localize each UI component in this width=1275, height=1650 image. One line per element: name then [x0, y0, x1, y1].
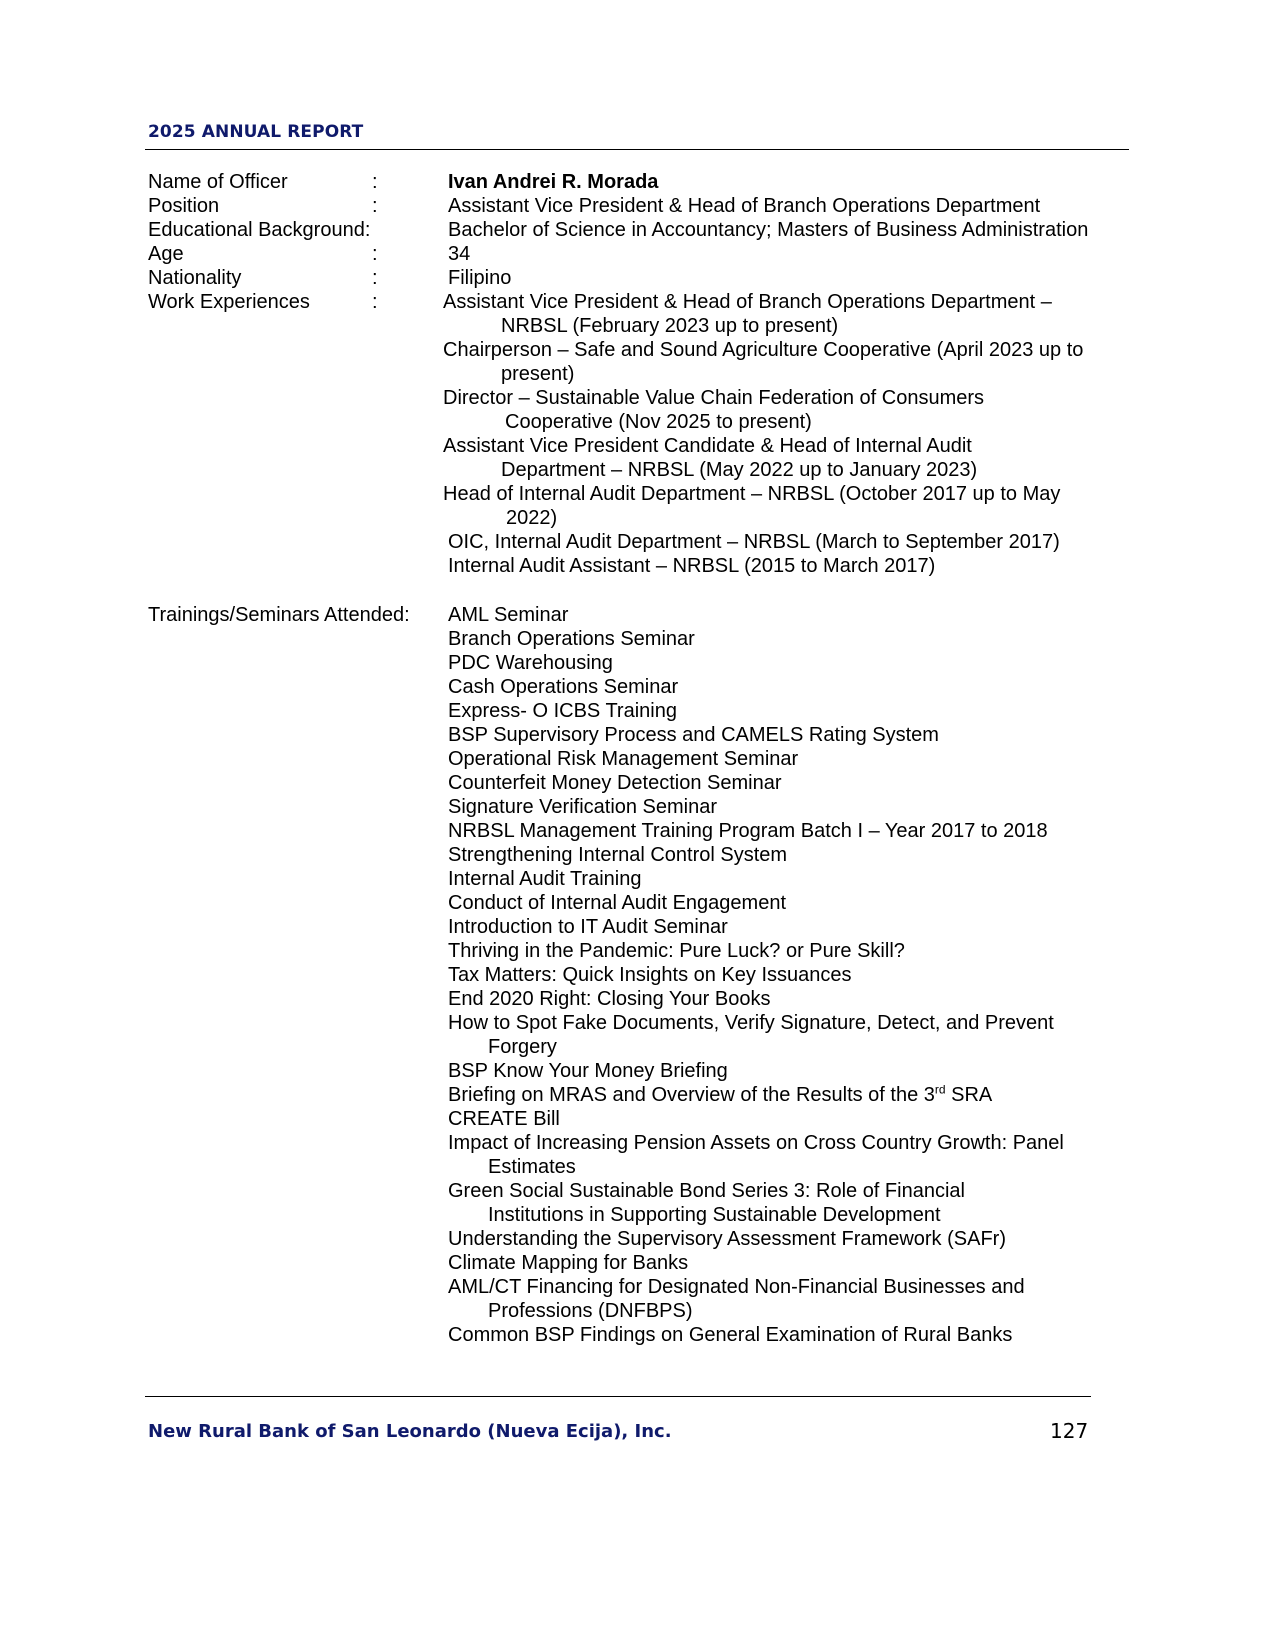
officer-name: Ivan Andrei R. Morada	[448, 171, 659, 193]
list-item	[448, 819, 1128, 843]
training-line: AML Seminar	[448, 604, 569, 626]
position-label: Position	[148, 195, 220, 217]
list-item	[448, 699, 1128, 723]
position-value: Assistant Vice President & Head of Branch Operations Department	[448, 195, 1041, 217]
trainings-label: Trainings/Seminars Attended:	[148, 604, 410, 626]
training-line: Signature Verification Seminar	[448, 796, 718, 818]
list-item	[448, 723, 1128, 747]
work-experience-list	[443, 290, 1123, 578]
list-item	[448, 1083, 1128, 1107]
work-label: Work Experiences	[148, 291, 310, 313]
list-item	[443, 434, 1123, 482]
list-item	[448, 1107, 1128, 1131]
training-line: Branch Operations Seminar	[448, 628, 695, 650]
list-item	[448, 1275, 1128, 1323]
training-line: CREATE Bill	[448, 1108, 560, 1130]
training-line: Forgery	[488, 1036, 557, 1058]
footer-divider	[145, 1396, 1091, 1397]
training-line: Tax Matters: Quick Insights on Key Issuances	[448, 964, 852, 986]
list-item	[443, 482, 1123, 530]
experience-line: Assistant Vice President Candidate & Head of Internal Audit	[443, 435, 972, 457]
training-line: Institutions in Supporting Sustainable Development	[488, 1204, 941, 1226]
training-line: Internal Audit Training	[448, 868, 642, 890]
list-item	[448, 843, 1128, 867]
training-line: Estimates	[488, 1156, 576, 1178]
training-line: AML/CT Financing for Designated Non-Financial Businesses and	[448, 1276, 1025, 1298]
age-label: Age	[148, 243, 184, 265]
training-line: SRA	[945, 1084, 993, 1106]
list-item	[448, 627, 1128, 651]
training-line: Introduction to IT Audit Seminar	[448, 916, 728, 938]
experience-line: Assistant Vice President & Head of Branch Operations Department –	[443, 291, 1052, 313]
training-line: NRBSL Management Training Program Batch I – Year 2017 to 2018	[448, 820, 1048, 842]
list-item	[443, 386, 1123, 434]
colon: :	[372, 291, 378, 313]
colon: :	[372, 267, 378, 289]
experience-line: Head of Internal Audit Department – NRBSL (October 2017 up to May	[443, 483, 1061, 505]
training-line: Understanding the Supervisory Assessment Framework (SAFr)	[448, 1228, 1006, 1250]
ordinal-suffix: rd	[934, 1082, 946, 1097]
training-line: Conduct of Internal Audit Engagement	[448, 892, 787, 914]
colon: :	[372, 171, 378, 193]
nationality-value: Filipino	[448, 267, 512, 289]
training-line: Impact of Increasing Pension Assets on Cross Country Growth: Panel	[448, 1132, 1064, 1154]
report-title: 2025 ANNUAL REPORT	[148, 122, 364, 142]
list-item	[448, 915, 1128, 939]
colon: :	[372, 195, 378, 217]
list-item	[448, 1227, 1128, 1251]
experience-line: 2022)	[506, 507, 558, 529]
list-item	[448, 651, 1128, 675]
list-item	[448, 1179, 1128, 1227]
list-item	[448, 1323, 1128, 1347]
list-item	[443, 554, 1123, 578]
training-line: PDC Warehousing	[448, 652, 613, 674]
training-line: Cash Operations Seminar	[448, 676, 679, 698]
list-item	[448, 963, 1128, 987]
list-item	[448, 1059, 1128, 1083]
training-line: BSP Supervisory Process and CAMELS Rating System	[448, 724, 939, 746]
age-value: 34	[448, 243, 471, 265]
training-line: Express- O ICBS Training	[448, 700, 677, 722]
training-line: BSP Know Your Money Briefing	[448, 1060, 728, 1082]
experience-line: OIC, Internal Audit Department – NRBSL (March to September 2017)	[448, 531, 1060, 553]
experience-line: Chairperson – Safe and Sound Agriculture Cooperative (April 2023 up to	[443, 339, 1084, 361]
training-line: Operational Risk Management Seminar	[448, 748, 799, 770]
education-label: Educational Background:	[148, 219, 371, 241]
training-line: Briefing on MRAS and Overview of the Results of the 3	[448, 1084, 935, 1106]
bank-name: New Rural Bank of San Leonardo (Nueva Ecija), Inc.	[148, 1421, 672, 1442]
list-item	[448, 675, 1128, 699]
nationality-label: Nationality	[148, 267, 242, 289]
list-item	[448, 747, 1128, 771]
list-item	[448, 603, 1128, 627]
experience-line: present)	[501, 363, 575, 385]
experience-line: Cooperative (Nov 2025 to present)	[505, 411, 812, 433]
list-item	[448, 1131, 1128, 1179]
list-item	[448, 771, 1128, 795]
experience-line: Department – NRBSL (May 2022 up to January 2023)	[501, 459, 978, 481]
list-item	[448, 939, 1128, 963]
list-item	[448, 1011, 1128, 1059]
colon: :	[372, 243, 378, 265]
experience-line: Director – Sustainable Value Chain Federation of Consumers	[443, 387, 985, 409]
trainings-list	[448, 603, 1128, 1347]
list-item	[443, 338, 1123, 386]
training-line: Climate Mapping for Banks	[448, 1252, 689, 1274]
experience-line: Internal Audit Assistant – NRBSL (2015 to March 2017)	[448, 555, 936, 577]
training-line: Green Social Sustainable Bond Series 3: Role of Financial	[448, 1180, 965, 1202]
training-line: Thriving in the Pandemic: Pure Luck? or Pure Skill?	[448, 940, 905, 962]
training-line: End 2020 Right: Closing Your Books	[448, 988, 771, 1010]
name-label: Name of Officer	[148, 171, 288, 193]
training-line: Strengthening Internal Control System	[448, 844, 788, 866]
list-item	[448, 867, 1128, 891]
education-value: Bachelor of Science in Accountancy; Masters of Business Administration	[448, 219, 1089, 241]
training-line: How to Spot Fake Documents, Verify Signature, Detect, and Prevent	[448, 1012, 1054, 1034]
header-divider	[145, 149, 1129, 150]
experience-line: NRBSL (February 2023 up to present)	[501, 315, 839, 337]
training-line: Counterfeit Money Detection Seminar	[448, 772, 782, 794]
list-item	[443, 290, 1123, 338]
training-line: Professions (DNFBPS)	[488, 1300, 693, 1322]
list-item	[448, 1251, 1128, 1275]
list-item	[443, 530, 1123, 554]
training-line: Common BSP Findings on General Examination of Rural Banks	[448, 1324, 1013, 1346]
page-number: 127	[1050, 1419, 1089, 1443]
list-item	[448, 987, 1128, 1011]
list-item	[448, 795, 1128, 819]
list-item	[448, 891, 1128, 915]
